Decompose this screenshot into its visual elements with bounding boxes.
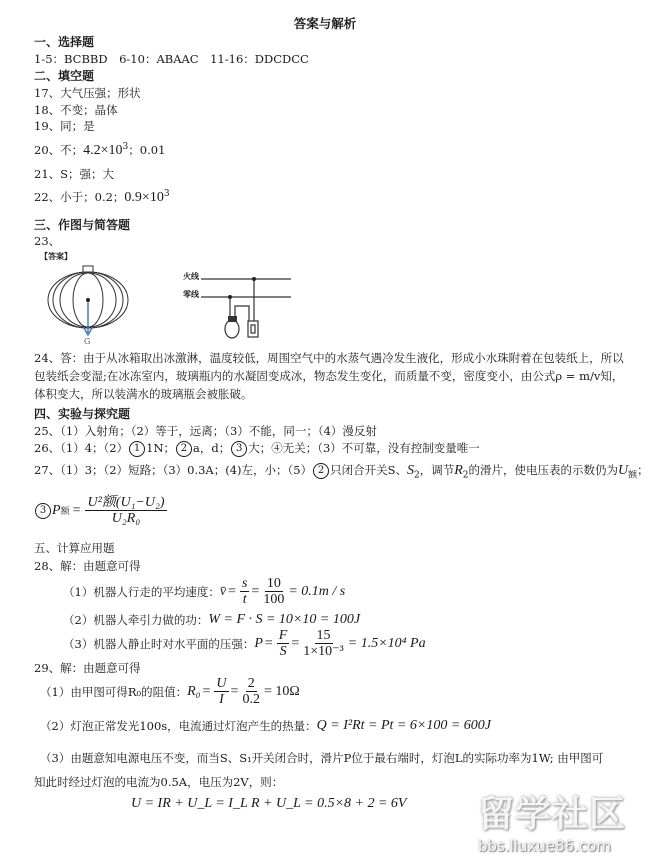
section-choice-heading: 一、选择题 [34, 35, 95, 49]
bulb-icon [225, 320, 239, 338]
answer-20-exponent: 3 [122, 142, 129, 153]
answer-28-label: 28、解：由题意可得 [34, 559, 141, 573]
frac-num: U [216, 676, 227, 691]
neutral-wire-label: 零线 [183, 289, 199, 299]
answer-29-label: 29、解：由题意可得 [34, 661, 141, 675]
answer-27-prefix: 27、（1）3；（2）短路；（3）0.3A；(4)左，小；（5） [34, 463, 313, 477]
voltage-u-symbol: U [618, 463, 629, 478]
center-of-gravity-dot [86, 298, 90, 302]
answer-24: 24、答：由于从冰箱取出冰激淋，温度较低，周围空气中的水蒸气遇冷发生液化，形成小水珠附着在包装纸上，所以包装纸会变湿;在冰冻室内，玻璃瓶内的水凝固变成冰，物态发生变化，而质量不变，密度变小，由公式ρ = m/v知，体积变大，所以装满水的玻璃瓶会被胀破。 [34, 351, 624, 401]
resistance-fraction-2 [240, 676, 262, 707]
circled-three: 3 [35, 503, 51, 519]
frac-num: F [278, 628, 288, 643]
answer-27-text3: 的滑片，使电压表的示数仍为 [468, 463, 619, 477]
gravity-label: G [84, 337, 91, 346]
part2-text: （2）灯泡正常发光100s，电流通过灯泡产生的热量： [40, 719, 317, 733]
equals-sign: = [72, 502, 81, 518]
section-calc-heading: 五、计算应用题 [34, 541, 115, 555]
pressure-fraction-1 [277, 628, 290, 659]
live-wire-label: 火线 [183, 271, 199, 281]
answer-29-part2 [40, 718, 491, 734]
answer-28-part2 [63, 612, 360, 628]
frac-den: t [242, 592, 247, 607]
r0-symbol: R₀ [187, 683, 201, 699]
part3-text: （3）机器人静止时对水平面的压强： [63, 636, 255, 651]
section-experiment-heading: 四、实验与探究题 [34, 407, 131, 421]
circled-two: 2 [313, 463, 329, 479]
pressure-symbol: P [254, 635, 263, 651]
answer-22-value: 0.9×10 [124, 190, 164, 205]
frac-den: S [279, 644, 287, 659]
work-formula: W = F · S = 10×10 = 100J [208, 612, 361, 627]
power-p-subscript: 额 [60, 507, 70, 517]
answer-20-value: 4.2×10 [83, 143, 123, 158]
frac-den: 0.2 [242, 692, 260, 707]
circled-three: 3 [231, 441, 247, 457]
page-title: 答案与解析 [293, 16, 357, 31]
answer-26-part3: 大；④无关；（3）不可靠，没有控制变量唯一 [248, 441, 480, 455]
heat-formula: Q = I²Rt = Pt = 6×100 = 600J [316, 718, 491, 733]
answer-29-part3-formula: U = IR + U_L = I_L R + U_L = 0.5×8 + 2 = 6V [131, 796, 407, 811]
section-drawing-heading: 三、作图与简答题 [34, 218, 131, 232]
frac-num: s [241, 576, 248, 591]
watermark-brand: 留学社区 [478, 794, 627, 835]
answer-26-prefix: 26、（1）4；（2） [34, 441, 129, 455]
answer-28-part1: （1）机器人行走的平均速度： v̄ = $\frac{s}{t}$ = $\frac{10}{100}$ = 0.1m / s [63, 576, 346, 607]
answer-22 [34, 189, 170, 206]
answer-26-part1: 1N； [146, 441, 175, 455]
voltage-u-subscript: 额 [628, 470, 638, 481]
answer-22-prefix: 22、小于；0.2； [34, 190, 125, 204]
answer-25: 25、（1）入射角；（2）等于，远离；（3）不能，同一；（4）漫反射 [34, 424, 377, 438]
answer-19: 19、同；是 [34, 119, 95, 133]
fraction-denominator: U₂R₀ [111, 511, 141, 526]
frac-num: 10 [266, 576, 281, 591]
circled-two: 2 [176, 441, 192, 457]
circled-one: 1 [129, 441, 145, 457]
answer-18: 18、不变；晶体 [34, 103, 118, 117]
answer-27-text2: ，调节 [419, 463, 455, 477]
choice-answers: 1-5：BCBBD 6-10：ABAAC 11-16：DDCDCC [34, 52, 309, 66]
answer-20-suffix: ；0.01 [128, 143, 166, 157]
frac-den: I [219, 692, 224, 707]
velocity-symbol: v̄ [219, 583, 227, 599]
answer-21: 21、S；强；大 [34, 167, 115, 181]
watermark-url: bbs.liuxue86.com [478, 837, 611, 855]
switch-icon [248, 321, 258, 337]
answer-27 [34, 462, 649, 480]
part2-text: （2）机器人牵引力做的功： [63, 613, 209, 627]
frac-den: 100 [263, 592, 285, 607]
velocity-result: = 0.1m / s [288, 583, 346, 599]
answer-tag: 【答案】 [40, 251, 72, 261]
pressure-fraction-2 [301, 628, 345, 659]
velocity-fraction-1 [240, 576, 249, 607]
frac-num: 15 [316, 628, 331, 643]
resistance-fraction-1 [214, 676, 228, 707]
power-p-symbol: P [52, 502, 61, 518]
power-fraction [85, 495, 166, 526]
section-fill-heading: 二、填空题 [34, 69, 95, 83]
answer-23-label: 23、 [34, 234, 61, 248]
resistor-r-subscript: 2 [462, 470, 469, 481]
velocity-fraction-2 [261, 576, 286, 607]
answer-27-end: ； [637, 463, 649, 477]
switch-s-subscript: 2 [414, 470, 420, 481]
resistor-r-symbol: R [454, 463, 463, 478]
pumpkin-stem [83, 266, 93, 272]
answer-27-text1: 只闭合开关S、 [330, 463, 407, 477]
watermark-logo [478, 786, 638, 855]
answer-26 [34, 440, 480, 457]
answer-17: 17、大气压强；形状 [34, 86, 141, 100]
answer-29-part3-line2: 知此时经过灯泡的电流为0.5A，电压为2V，则： [34, 775, 284, 789]
answer-29-part1: （1）由甲图可得R₀的阻值： R₀ = $\frac{U}{I}$ = $\frac{2}{0.2}$ = 10Ω [40, 676, 300, 707]
answer-26-part2: a，d； [192, 441, 231, 455]
answer-20 [34, 142, 165, 159]
pressure-result: = 1.5×10⁴ Pa [347, 635, 426, 651]
answer-29-part3-line1: （3）由题意知电源电压不变，而当S、S₁开关闭合时，滑片P位于最右端时，灯泡L的实际功率为1W; 由甲图可 [40, 751, 604, 765]
fraction-numerator: U²额(U₁−U₂) [87, 495, 165, 510]
answer-27-formula [34, 495, 169, 526]
answer-22-exponent: 3 [163, 189, 170, 200]
circuit-diagram [195, 268, 305, 348]
answer-28-part3: （3）机器人静止时对水平面的压强： P = $\frac{F}{S}$ = $\frac{15}{\text{1×10⁻³}}$ = 1.5×10⁴ Pa [63, 628, 426, 659]
resistance-result: = 10Ω [263, 683, 300, 699]
answer-20-prefix: 20、不； [34, 143, 84, 157]
frac-num: 2 [247, 676, 255, 691]
part1-text: （1）机器人行走的平均速度： [63, 584, 220, 599]
frac-den: 1×10⁻³ [303, 644, 344, 659]
switch-s-symbol: S [407, 463, 414, 478]
part1-text: （1）由甲图可得R₀的阻值： [40, 684, 188, 699]
